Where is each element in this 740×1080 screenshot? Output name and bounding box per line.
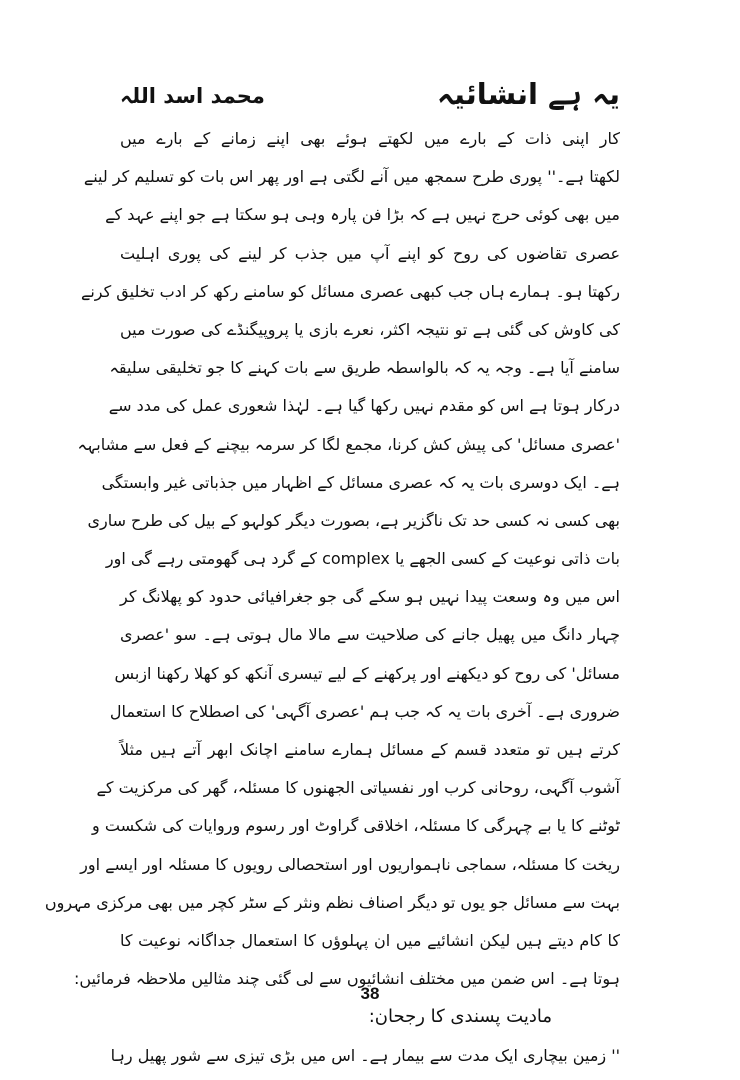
text-line: چہار دانگ میں پھیل جانے کی صلاحیت سے مالا مال ہوتی ہے۔ سو 'عصری bbox=[120, 625, 620, 645]
text-line: اس میں وہ وسعت پیدا نہیں ہو سکے گی جو جغرافیائی حدود کو پھلانگ کر bbox=[120, 587, 620, 607]
text-line: ہوتا ہے۔ اس ضمن میں مختلف انشائیوں سے لی گئی چند مثالیں ملاحظہ فرمائیں: bbox=[73, 969, 620, 989]
text-line: ریخت کا مسئلہ، سماجی ناہمواریوں اور استحصالی رویوں کا مسئلہ اور ایسے اور bbox=[80, 854, 620, 874]
text-line: بہت سے مسائل جو یوں تو دیگر اصناف نظم ونثر کے سٹر کچر میں بھی مرکزی مہروں bbox=[44, 892, 620, 912]
quote-line: '' زمین بیچاری ایک مدت سے بیمار ہے۔ اس میں بڑی تیزی سے شور پھیل رہا bbox=[110, 1046, 620, 1066]
text-line: کا کام دیتے ہیں لیکن انشائیے میں ان پہلوؤں کا استعمال جداگانہ نوعیت کا bbox=[120, 930, 620, 950]
text-line: درکار ہوتا ہے اس کو مقدم نہیں رکھا گیا ہے۔ لہٰذا شعوری عمل کی مدد سے bbox=[108, 396, 620, 416]
text-line: ہے۔ ایک دوسری بات یہ کہ عصری مسائل کے اظہار میں جذباتی غیر وابستگی bbox=[101, 472, 620, 492]
text-line: میں بھی کوئی حرج نہیں ہے کہ بڑا فن پارہ وہی ہو سکتا ہے جو اپنے عہد کے bbox=[105, 205, 620, 225]
text-line: 'عصری مسائل' کی پیش کش کرنا، مجمع لگا کر سرمہ بیچنے کے فعل سے مشابہہ bbox=[77, 434, 620, 454]
text-line: مسائل' کی روح کو دیکھنے اور پرکھنے کے لیے تیسری آنکھ کو کھلا رکھنا ازبس bbox=[114, 663, 620, 683]
text-line: ٹوٹنے کا یا بے چہرگی کا مسئلہ، اخلاقی گراوٹ اور رسوم وروایات کی شکست و bbox=[92, 816, 620, 836]
text-line: بات ذاتی نوعیت کے کسی الجھے یا complex کے گرد ہی گھومتی رہے گی اور bbox=[105, 549, 620, 569]
text-line: بھی کسی نہ کسی حد تک ناگزیر ہے، بصورت دیگر کولہو کے بیل کی طرح ساری bbox=[87, 510, 620, 530]
text-line: کی کاوش کی گئی ہے تو نتیجہ اکثر، نعرے بازی یا پروپیگنڈے کی صورت میں bbox=[120, 319, 620, 339]
page-number: 38 bbox=[360, 984, 380, 1003]
text-line: آشوب آگہی، روحانی کرب اور نفسیاتی الجھنوں کا مسئلہ، گھر کی مرکزیت کے bbox=[96, 778, 620, 798]
text-line: رکھتا ہو۔ ہمارے ہاں جب کبھی عصری مسائل کو سامنے رکھ کر ادب تخلیق کرنے bbox=[80, 281, 620, 301]
running-header-author: محمد اسد اللہ bbox=[120, 84, 265, 108]
text-line: کار اپنی ذات کے بارے میں لکھتے ہوئے بھی اپنے زمانے کے بارے میں bbox=[120, 129, 620, 148]
text-line: ضروری ہے۔ آخری بات یہ کہ جب ہم 'عصری آگہی' کی اصطلاح کا استعمال bbox=[109, 701, 620, 721]
text-line: کرتے ہیں تو متعدد قسم کے مسائل ہمارے سامنے اچانک ابھر آتے ہیں مثلاً bbox=[120, 740, 620, 759]
running-header-title: یہ ہے انشائیہ bbox=[436, 77, 620, 111]
text-line: سامنے آیا ہے۔ وجہ یہ کہ بالواسطہ طریق سے بات کہنے کا جو تخلیقی سلیقہ bbox=[109, 358, 620, 378]
text-line: عصری تقاضوں کی روح کو اپنے آپ میں جذب کر لینے کی پوری اہلیت bbox=[120, 243, 620, 263]
text-line: لکھتا ہے۔'' پوری طرح سمجھ میں آنے لگتی ہے اور پھر اس بات کو تسلیم کر لینے bbox=[83, 167, 620, 187]
body-text bbox=[44, 120, 620, 1076]
section-heading: مادیت پسندی کا رجحان: bbox=[368, 1006, 552, 1028]
